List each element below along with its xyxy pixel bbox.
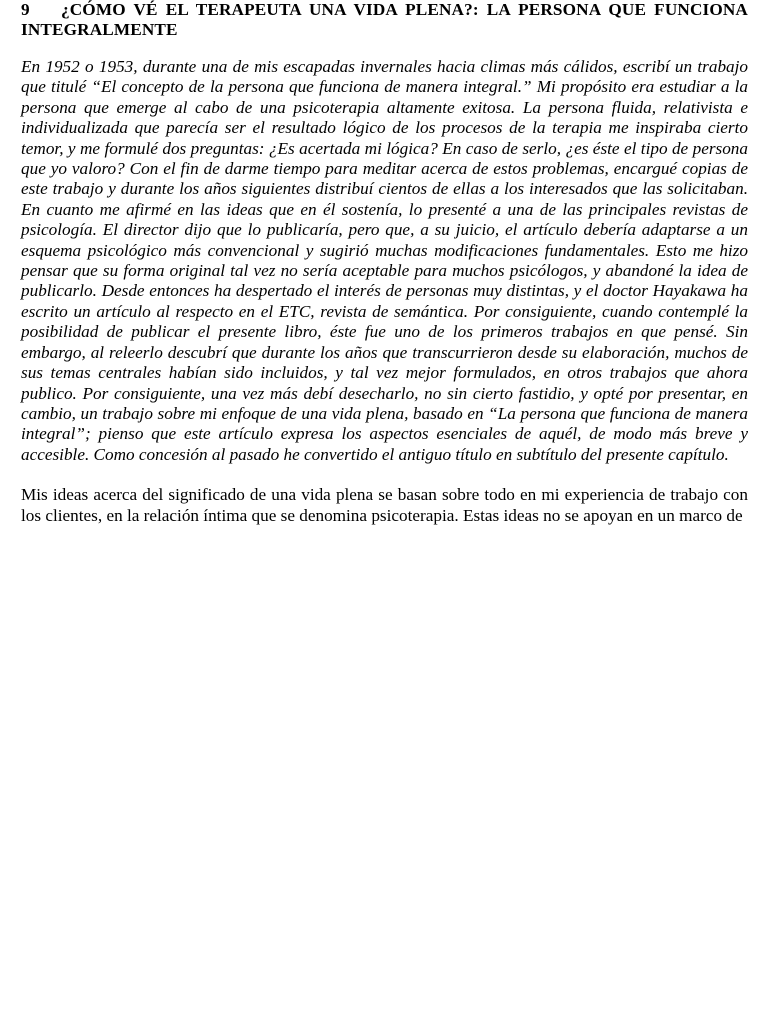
chapter-title: ¿CÓMO VÉ EL TERAPEUTA UNA VIDA PLENA?: LA PERSONA QUE FUNCIONA INTEGRALMENTE <box>21 0 748 39</box>
chapter-number: 9 <box>21 0 30 19</box>
document-page <box>21 0 748 526</box>
chapter-heading <box>21 0 748 39</box>
intro-paragraph: En 1952 o 1953, durante una de mis escapadas invernales hacia climas más cálidos, escribí un trabajo que titulé “El concepto de la persona que funciona de manera integral.” Mi propósito era estudiar a la persona que emerge al cabo de una psicoterapia altamente exitosa. La persona fluida, relativista e individualizada que parecía ser el resultado lógico de los procesos de la terapia me inspiraba cierto temor, y me formulé dos preguntas: ¿Es acertada mi lógica? En caso de serlo, ¿es éste el tipo de persona que yo valoro? Con el fin de darme tiempo para meditar acerca de estos problemas, encargué copias de este trabajo y durante los años siguientes distribuí cientos de ellas a los interesados que las solicitaban. En cuanto me afirmé en las ideas que en él sostenía, lo presenté a una de las principales revistas de psicología. El director dijo que lo publicaría, pero que, a su juicio, el artículo debería adaptarse a un esquema psicológico más convencional y sugirió muchas modificaciones fundamentales. Esto me hizo pensar que su forma original tal vez no sería aceptable para muchos psicólogos, y abandoné la idea de publicarlo. Desde entonces ha despertado el interés de personas muy distintas, y el doctor Hayakawa ha escrito un artículo al respecto en el ETC, revista de semántica. Por consiguiente, cuando contemplé la posibilidad de publicar el presente libro, éste fue uno de los primeros trabajos en que pensé. Sin embargo, al releerlo descubrí que durante los años que transcurrieron desde su elaboración, muchos de sus temas centrales habían sido incluidos, y tal vez mejor formulados, en otros trabajos que ahora publico. Por consiguiente, una vez más debí desecharlo, no sin cierto fastidio, y opté por presentar, en cambio, un trabajo sobre mi enfoque de una vida plena, basado en “La persona que funciona de manera integral”; pienso que este artículo expresa los aspectos esenciales de aquél, de modo más breve y accesible. Como concesión al pasado he convertido el antiguo título en subtítulo del presente capítulo. <box>21 57 748 464</box>
body-paragraph: Mis ideas acerca del significado de una vida plena se basan sobre todo en mi experiencia de trabajo con los clientes, en la relación íntima que se denomina psicoterapia. Estas ideas no se apoyan en un marco de <box>21 485 748 525</box>
